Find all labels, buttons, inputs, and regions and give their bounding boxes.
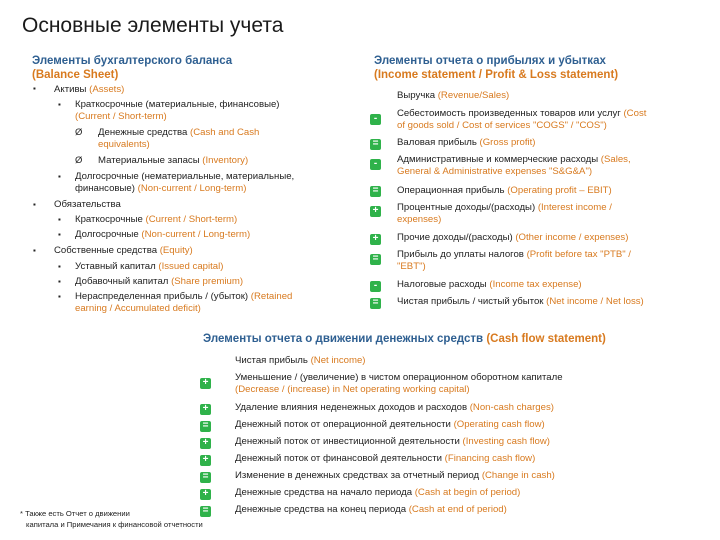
cashflow-row-non-cash: Удаление влияния неденежных доходов и расходов (Non-cash charges) [235,402,554,413]
income-row-net-income: Чистая прибыль / чистый убыток (Net income / Net loss) [397,296,644,307]
balance-item-current-liabilities: Краткосрочные (Current / Short-term) [75,214,238,225]
balance-item-equity: Собственные средства (Equity) [54,245,193,256]
cashflow-heading: Элементы отчета о движении денежных средств (Cash flow statement) [203,333,606,345]
balance-item-noncurrent-liabilities: Долгосрочные (Non-current / Long-term) [75,229,251,240]
bullet-icon: ▪ [58,277,61,286]
plus-sign-icon: + [370,234,381,245]
income-heading: Элементы отчета о прибылях и убытках (Income statement / Profit & Loss statement) [374,55,619,81]
plus-sign-icon: + [370,206,381,217]
balance-item-noncurrent-assets: Долгосрочные (нематериальные, материальные, финансовые) (Non-current / Long-term) [75,171,295,194]
cashflow-row-operating: Денежный поток от операционной деятельности (Operating cash flow) [235,419,545,430]
income-row-other-income: Прочие доходы/(расходы) (Other income / expenses) [397,232,629,243]
income-row-revenue: Выручка (Revenue/Sales) [397,90,510,101]
equals-sign-icon: = [370,298,381,309]
equals-sign-icon: = [200,506,211,517]
cashflow-row-cash-end: Денежные средства на конец периода (Cash at end of period) [235,504,507,515]
bullet-icon: ▪ [33,84,36,93]
balance-item-inventory: Материальные запасы (Inventory) [98,155,249,166]
equals-sign-icon: = [200,421,211,432]
page-title: Основные элементы учета [22,14,284,37]
income-row-cogs: Себестоимость произведенных товаров или услуг (Cost of goods sold / Cost of services "COGS" / "COS") [397,108,647,131]
bullet-icon: ▪ [58,215,61,224]
minus-sign-icon: - [370,159,381,170]
balance-item-liabilities: Обязательства [54,199,121,210]
plus-sign-icon: + [200,378,211,389]
bullet-icon: ▪ [33,246,36,255]
plus-sign-icon: + [200,455,211,466]
bullet-icon: ▪ [58,230,61,239]
cashflow-row-working-capital: Уменьшение / (увеличение) в чистом операционном оборотном капитале (Decrease / (increase) in Net operating working capital) [235,372,563,395]
balance-item-cash: Денежные средства (Cash and Cash equivalents) [98,127,260,150]
plus-sign-icon: + [200,438,211,449]
arrow-bullet-icon: Ø [75,155,83,166]
bullet-icon: ▪ [58,262,61,271]
plus-sign-icon: + [200,489,211,500]
bullet-icon: ▪ [58,172,61,181]
cashflow-row-cash-begin: Денежные средства на начало периода (Cash at begin of period) [235,487,521,498]
income-row-tax: Налоговые расходы (Income tax expense) [397,279,582,290]
balance-item-current-assets: Краткосрочные (материальные, финансовые) (Current / Short-term) [75,99,280,122]
footnote: * Также есть Отчет о движении капитала и Примечания к финансовой отчетности [20,509,203,529]
balance-item-issued-capital: Уставный капитал (Issued capital) [75,261,224,272]
income-row-gross-profit: Валовая прибыль (Gross profit) [397,137,536,148]
balance-item-share-premium: Добавочный капитал (Share premium) [75,276,244,287]
plus-sign-icon: + [200,404,211,415]
bullet-icon: ▪ [58,100,61,109]
cashflow-row-change-in-cash: Изменение в денежных средствах за отчетный период (Change in cash) [235,470,555,481]
income-row-sga: Административные и коммерческие расходы (Sales, General & Administrative expenses "S&G&A") [397,154,631,177]
minus-sign-icon: - [370,281,381,292]
cashflow-row-investing: Денежный поток от инвестиционной деятельности (Investing cash flow) [235,436,550,447]
cashflow-row-financing: Денежный поток от финансовой деятельности (Financing cash flow) [235,453,536,464]
balance-item-assets: Активы (Assets) [54,84,125,95]
equals-sign-icon: = [370,139,381,150]
income-row-interest: Процентные доходы/(расходы) (Interest income / expenses) [397,202,612,225]
equals-sign-icon: = [200,472,211,483]
equals-sign-icon: = [370,186,381,197]
income-row-operating-profit: Операционная прибыль (Operating profit – EBIT) [397,185,612,196]
cashflow-row-net-income: Чистая прибыль (Net income) [235,355,366,366]
income-row-profit-before-tax: Прибыль до уплаты налогов (Profit before tax "PTB" / "EBT") [397,249,631,272]
bullet-icon: ▪ [58,292,61,301]
equals-sign-icon: = [370,254,381,265]
arrow-bullet-icon: Ø [75,127,83,138]
balance-item-retained-earnings: Нераспределенная прибыль / (убыток) (Retained earning / Accumulated deficit) [75,291,293,314]
bullet-icon: ▪ [33,200,36,209]
minus-sign-icon: - [370,114,381,125]
balance-heading: Элементы бухгалтерского баланса (Balance Sheet) [32,55,233,81]
